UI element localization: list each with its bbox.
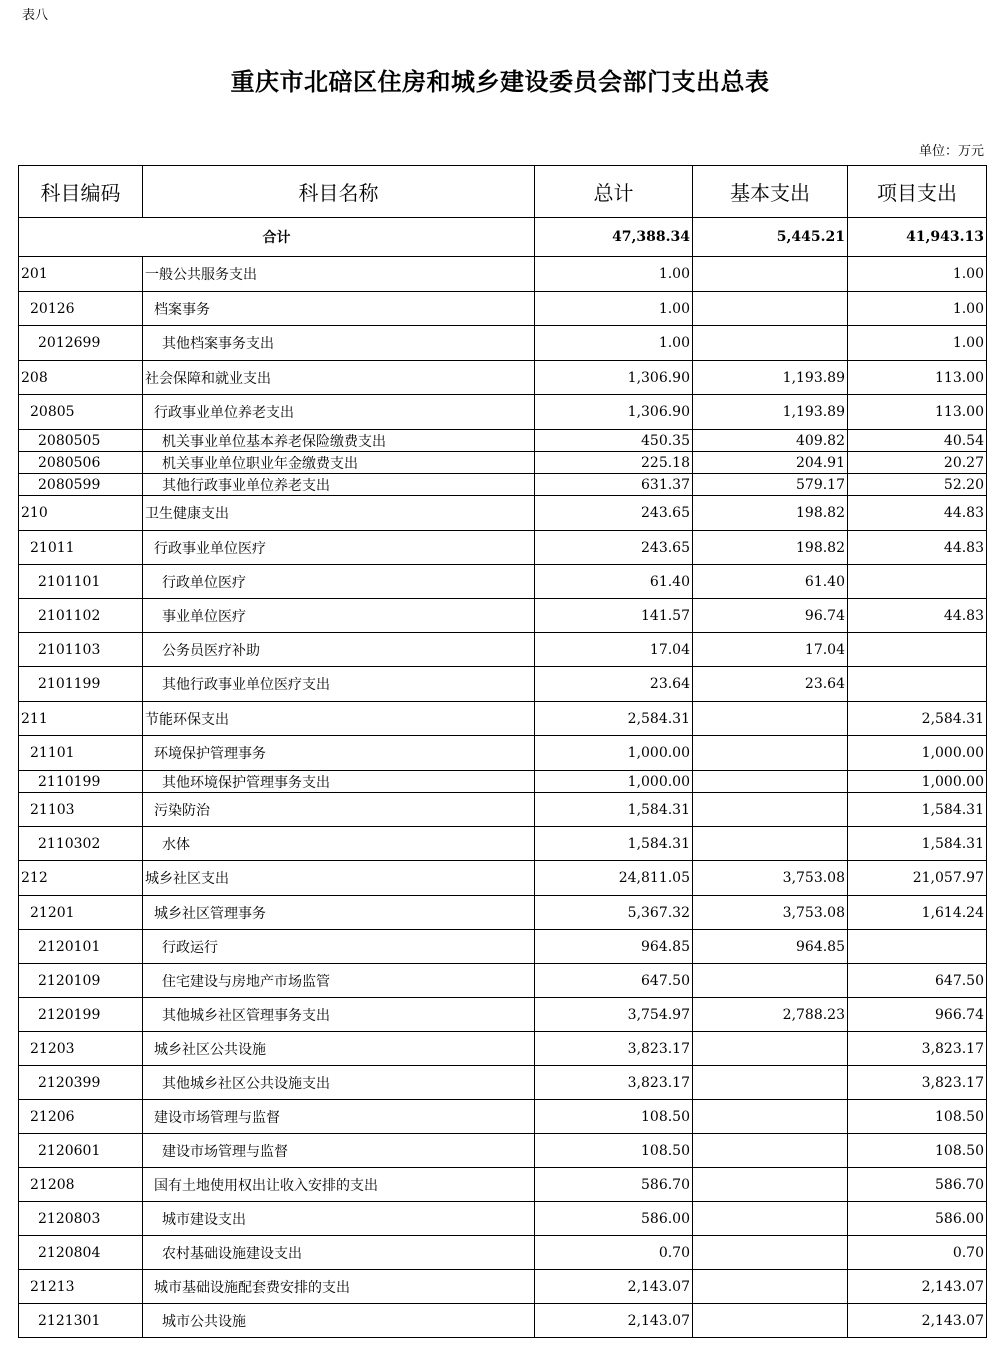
row-total: 17.04: [535, 633, 693, 667]
row-project: 1,614.24: [848, 896, 987, 930]
row-code: 2120399: [19, 1066, 143, 1100]
row-project: 2,143.07: [848, 1304, 987, 1338]
table-row: [19, 1168, 987, 1202]
table-row: [19, 1032, 987, 1066]
row-name: 农村基础设施建设支出: [143, 1236, 535, 1270]
table-row: [19, 452, 987, 474]
row-basic: 1,193.89: [693, 361, 848, 395]
row-basic: 96.74: [693, 599, 848, 633]
header-name: 科目名称: [143, 166, 535, 218]
table-row: [19, 964, 987, 998]
row-total: 23.64: [535, 667, 693, 702]
table-row: [19, 1100, 987, 1134]
total-project: 41,943.13: [848, 218, 987, 257]
row-code: 2101103: [19, 633, 143, 667]
row-total: 586.00: [535, 1202, 693, 1236]
row-basic: [693, 964, 848, 998]
table-row: [19, 1134, 987, 1168]
table-row: [19, 1202, 987, 1236]
table-row: [19, 998, 987, 1032]
row-basic: [693, 1236, 848, 1270]
row-code: 208: [19, 361, 143, 395]
row-basic: 579.17: [693, 474, 848, 496]
expenditure-table: [18, 165, 987, 1338]
row-name: 其他行政事业单位医疗支出: [143, 667, 535, 702]
row-basic: 409.82: [693, 430, 848, 452]
row-total: 586.70: [535, 1168, 693, 1202]
unit-label: 单位：万元: [918, 144, 984, 159]
table-row: [19, 667, 987, 702]
row-basic: 964.85: [693, 930, 848, 964]
row-basic: 61.40: [693, 565, 848, 599]
row-project: 20.27: [848, 452, 987, 474]
row-total: 631.37: [535, 474, 693, 496]
row-project: 113.00: [848, 361, 987, 395]
row-project: 21,057.97: [848, 861, 987, 896]
row-code: 21011: [19, 531, 143, 565]
row-code: 212: [19, 861, 143, 896]
row-name: 其他城乡社区管理事务支出: [143, 998, 535, 1032]
row-code: 20805: [19, 395, 143, 430]
row-code: 210: [19, 496, 143, 531]
row-name: 其他环境保护管理事务支出: [143, 771, 535, 793]
row-code: 2121301: [19, 1304, 143, 1338]
row-name: 卫生健康支出: [143, 496, 535, 531]
row-code: 2101199: [19, 667, 143, 702]
row-code: 2012699: [19, 326, 143, 361]
table-row: [19, 430, 987, 452]
row-project: 44.83: [848, 531, 987, 565]
table-row: [19, 702, 987, 736]
row-total: 141.57: [535, 599, 693, 633]
header-code: 科目编码: [19, 166, 143, 218]
row-basic: [693, 736, 848, 771]
header-total: 总计: [535, 166, 693, 218]
total-basic: 5,445.21: [693, 218, 848, 257]
row-basic: 198.82: [693, 531, 848, 565]
row-code: 2110302: [19, 827, 143, 861]
header-project: 项目支出: [848, 166, 987, 218]
row-basic: [693, 1202, 848, 1236]
row-project: [848, 633, 987, 667]
row-project: 1,000.00: [848, 771, 987, 793]
row-name: 住宅建设与房地产市场监管: [143, 964, 535, 998]
row-name: 城市建设支出: [143, 1202, 535, 1236]
row-basic: [693, 702, 848, 736]
table-row: [19, 496, 987, 531]
row-code: 21103: [19, 793, 143, 827]
row-project: 0.70: [848, 1236, 987, 1270]
row-code: 2080599: [19, 474, 143, 496]
row-basic: [693, 257, 848, 292]
table-row: [19, 793, 987, 827]
row-basic: 3,753.08: [693, 861, 848, 896]
table-row: [19, 1270, 987, 1304]
row-basic: [693, 771, 848, 793]
row-name: 水体: [143, 827, 535, 861]
row-code: 2120109: [19, 964, 143, 998]
row-name: 其他城乡社区公共设施支出: [143, 1066, 535, 1100]
row-total: 2,584.31: [535, 702, 693, 736]
row-name: 档案事务: [143, 292, 535, 326]
row-name: 行政单位医疗: [143, 565, 535, 599]
table-row: [19, 771, 987, 793]
row-total: 0.70: [535, 1236, 693, 1270]
row-total: 2,143.07: [535, 1304, 693, 1338]
row-code: 21206: [19, 1100, 143, 1134]
table-row: [19, 326, 987, 361]
row-name: 国有土地使用权出让收入安排的支出: [143, 1168, 535, 1202]
row-project: 3,823.17: [848, 1032, 987, 1066]
row-code: 2120101: [19, 930, 143, 964]
row-name: 行政事业单位养老支出: [143, 395, 535, 430]
table-row: [19, 736, 987, 771]
row-total: 1,000.00: [535, 736, 693, 771]
row-project: 2,584.31: [848, 702, 987, 736]
row-total: 243.65: [535, 496, 693, 531]
row-project: [848, 667, 987, 702]
row-total: 61.40: [535, 565, 693, 599]
row-basic: [693, 326, 848, 361]
table-row: [19, 395, 987, 430]
row-project: [848, 565, 987, 599]
row-basic: 204.91: [693, 452, 848, 474]
row-code: 2120803: [19, 1202, 143, 1236]
row-code: 21101: [19, 736, 143, 771]
row-name: 机关事业单位基本养老保险缴费支出: [143, 430, 535, 452]
page-title: 重庆市北碚区住房和城乡建设委员会部门支出总表: [230, 68, 770, 96]
row-basic: 3,753.08: [693, 896, 848, 930]
total-sum: 47,388.34: [535, 218, 693, 257]
row-code: 2080506: [19, 452, 143, 474]
row-total: 108.50: [535, 1100, 693, 1134]
table-row: [19, 1236, 987, 1270]
row-total: 647.50: [535, 964, 693, 998]
table-row: [19, 531, 987, 565]
row-code: 2101101: [19, 565, 143, 599]
row-project: 966.74: [848, 998, 987, 1032]
row-code: 211: [19, 702, 143, 736]
row-code: 201: [19, 257, 143, 292]
row-name: 城乡社区公共设施: [143, 1032, 535, 1066]
row-name: 城市公共设施: [143, 1304, 535, 1338]
row-project: 44.83: [848, 599, 987, 633]
header-basic: 基本支出: [693, 166, 848, 218]
row-code: 20126: [19, 292, 143, 326]
row-basic: 1,193.89: [693, 395, 848, 430]
row-total: 1,584.31: [535, 793, 693, 827]
row-basic: [693, 1032, 848, 1066]
table-row: [19, 1304, 987, 1338]
header-row: [19, 166, 987, 218]
table-row: [19, 861, 987, 896]
row-code: 2101102: [19, 599, 143, 633]
row-project: 108.50: [848, 1100, 987, 1134]
row-name: 社会保障和就业支出: [143, 361, 535, 395]
row-basic: 198.82: [693, 496, 848, 531]
row-total: 1.00: [535, 326, 693, 361]
row-name: 环境保护管理事务: [143, 736, 535, 771]
row-total: 243.65: [535, 531, 693, 565]
row-total: 1.00: [535, 292, 693, 326]
row-total: 5,367.32: [535, 896, 693, 930]
row-project: 586.00: [848, 1202, 987, 1236]
row-name: 节能环保支出: [143, 702, 535, 736]
table-row: [19, 827, 987, 861]
row-project: 3,823.17: [848, 1066, 987, 1100]
row-basic: [693, 1304, 848, 1338]
row-project: 1.00: [848, 326, 987, 361]
row-project: 113.00: [848, 395, 987, 430]
total-label: 合计: [19, 218, 535, 257]
table-row: [19, 565, 987, 599]
row-project: 1,584.31: [848, 827, 987, 861]
table-row: [19, 257, 987, 292]
row-project: 40.54: [848, 430, 987, 452]
row-total: 3,823.17: [535, 1066, 693, 1100]
row-basic: [693, 1100, 848, 1134]
table-number-label: 表八: [22, 8, 49, 23]
row-basic: 17.04: [693, 633, 848, 667]
total-row: [19, 218, 987, 257]
row-total: 2,143.07: [535, 1270, 693, 1304]
row-project: 647.50: [848, 964, 987, 998]
row-project: 44.83: [848, 496, 987, 531]
row-project: 1,584.31: [848, 793, 987, 827]
row-basic: [693, 1066, 848, 1100]
row-total: 3,754.97: [535, 998, 693, 1032]
row-name: 建设市场管理与监督: [143, 1134, 535, 1168]
row-name: 其他档案事务支出: [143, 326, 535, 361]
row-name: 其他行政事业单位养老支出: [143, 474, 535, 496]
row-name: 城市基础设施配套费安排的支出: [143, 1270, 535, 1304]
row-total: 1,584.31: [535, 827, 693, 861]
row-total: 1.00: [535, 257, 693, 292]
table-row: [19, 474, 987, 496]
row-project: [848, 930, 987, 964]
row-total: 24,811.05: [535, 861, 693, 896]
row-project: 2,143.07: [848, 1270, 987, 1304]
row-code: 21201: [19, 896, 143, 930]
row-basic: 2,788.23: [693, 998, 848, 1032]
row-project: 52.20: [848, 474, 987, 496]
row-basic: [693, 1168, 848, 1202]
row-code: 21208: [19, 1168, 143, 1202]
row-code: 2120601: [19, 1134, 143, 1168]
table-row: [19, 1066, 987, 1100]
table-row: [19, 896, 987, 930]
row-basic: [693, 793, 848, 827]
row-name: 机关事业单位职业年金缴费支出: [143, 452, 535, 474]
row-name: 一般公共服务支出: [143, 257, 535, 292]
row-total: 3,823.17: [535, 1032, 693, 1066]
row-project: 1.00: [848, 257, 987, 292]
table-row: [19, 361, 987, 395]
row-code: 2120199: [19, 998, 143, 1032]
table-row: [19, 930, 987, 964]
row-name: 公务员医疗补助: [143, 633, 535, 667]
row-basic: [693, 1134, 848, 1168]
table-row: [19, 292, 987, 326]
row-code: 21203: [19, 1032, 143, 1066]
row-project: 1.00: [848, 292, 987, 326]
row-total: 1,306.90: [535, 361, 693, 395]
row-name: 事业单位医疗: [143, 599, 535, 633]
row-code: 2120804: [19, 1236, 143, 1270]
table-row: [19, 633, 987, 667]
row-total: 1,000.00: [535, 771, 693, 793]
row-project: 108.50: [848, 1134, 987, 1168]
row-basic: [693, 292, 848, 326]
row-project: 586.70: [848, 1168, 987, 1202]
row-code: 2080505: [19, 430, 143, 452]
row-project: 1,000.00: [848, 736, 987, 771]
row-total: 225.18: [535, 452, 693, 474]
row-name: 行政运行: [143, 930, 535, 964]
row-total: 108.50: [535, 1134, 693, 1168]
row-basic: [693, 827, 848, 861]
row-total: 450.35: [535, 430, 693, 452]
row-name: 行政事业单位医疗: [143, 531, 535, 565]
row-code: 2110199: [19, 771, 143, 793]
row-basic: [693, 1270, 848, 1304]
row-name: 城乡社区管理事务: [143, 896, 535, 930]
row-code: 21213: [19, 1270, 143, 1304]
row-total: 1,306.90: [535, 395, 693, 430]
row-name: 污染防治: [143, 793, 535, 827]
table-row: [19, 599, 987, 633]
row-name: 建设市场管理与监督: [143, 1100, 535, 1134]
row-name: 城乡社区支出: [143, 861, 535, 896]
row-total: 964.85: [535, 930, 693, 964]
row-basic: 23.64: [693, 667, 848, 702]
